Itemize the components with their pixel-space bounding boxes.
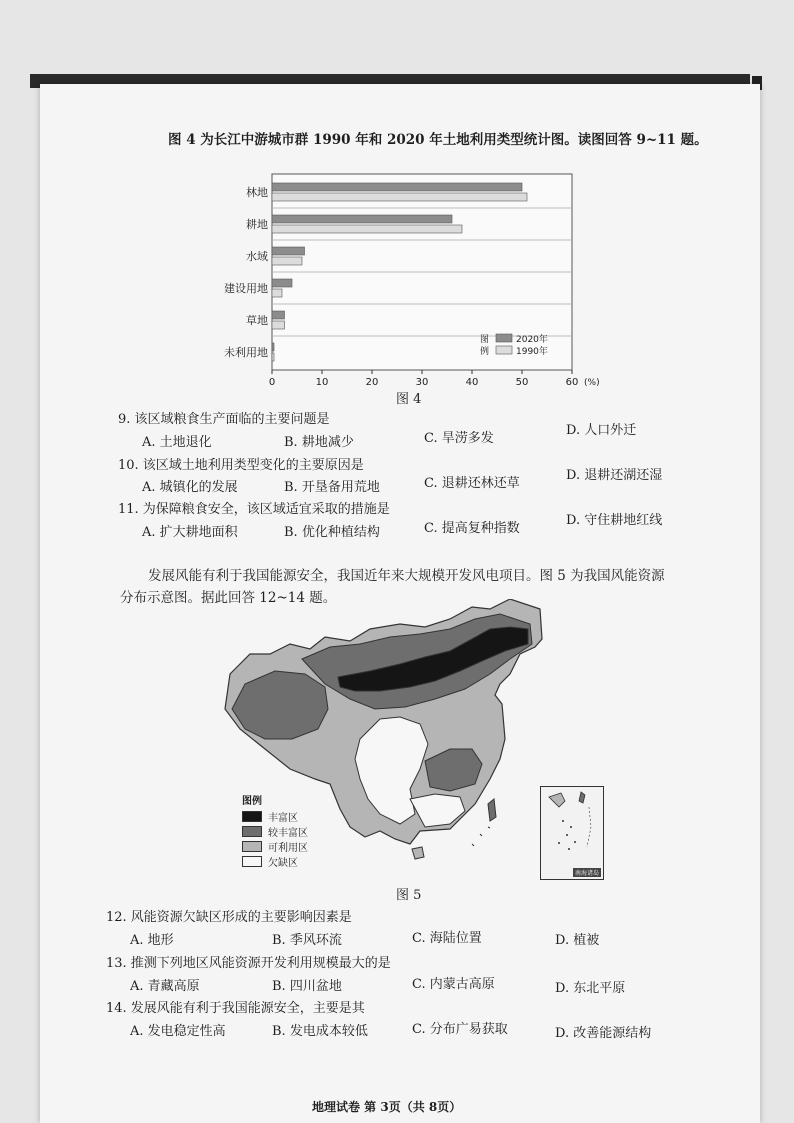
question-14-option-b[interactable]: B. 发电成本较低 xyxy=(272,1024,368,1039)
legend-swatch xyxy=(242,856,262,867)
question-12-option-c[interactable]: C. 海陆位置 xyxy=(412,931,482,946)
map-legend xyxy=(242,792,308,869)
x-tick-label: 60 xyxy=(565,377,579,388)
question-9-stem: 9. 该区域粮食生产面临的主要问题是 xyxy=(118,412,330,427)
category-label: 水域 xyxy=(246,250,268,263)
region-taiwan xyxy=(488,799,496,821)
exam-page xyxy=(40,84,760,1123)
question-9-option-c[interactable]: C. 旱涝多发 xyxy=(424,431,494,446)
chart-legend-label: 图 xyxy=(480,335,490,345)
x-tick-label: 30 xyxy=(415,377,429,388)
bar-1990 xyxy=(272,225,462,233)
legend-item-usable: 可利用区 xyxy=(242,839,308,854)
bar-1990 xyxy=(272,289,282,297)
question-10-option-d[interactable]: D. 退耕还湖还湿 xyxy=(566,468,663,483)
chart-intro: 图 4 为长江中游城市群 1990 年和 2020 年土地利用类型统计图。读图回答 9~11 题。 xyxy=(168,132,708,148)
page-footer: 地理试卷 第 3页（共 8页） xyxy=(312,1100,462,1114)
question-12-option-a[interactable]: A. 地形 xyxy=(130,933,174,948)
map-legend-title: 图例 xyxy=(242,796,262,807)
question-14-option-a[interactable]: A. 发电稳定性高 xyxy=(130,1024,226,1039)
legend-item-lacking: 欠缺区 xyxy=(242,854,308,869)
question-11-option-b[interactable]: B. 优化种植结构 xyxy=(284,525,380,540)
legend-item-rich: 丰富区 xyxy=(242,809,308,824)
x-tick-label: 40 xyxy=(465,377,479,388)
question-10-option-a[interactable]: A. 城镇化的发展 xyxy=(142,480,238,495)
legend-swatch xyxy=(242,841,262,852)
question-12-option-b[interactable]: B. 季风环流 xyxy=(272,933,342,948)
bar-1990 xyxy=(272,353,274,361)
question-10-stem: 10. 该区域土地利用类型变化的主要原因是 xyxy=(118,458,364,473)
chart-legend-swatch xyxy=(496,346,512,354)
question-11-option-a[interactable]: A. 扩大耕地面积 xyxy=(142,525,238,540)
question-13-option-a[interactable]: A. 青藏高原 xyxy=(130,979,200,994)
question-12-option-d[interactable]: D. 植被 xyxy=(555,933,600,948)
chart-legend-label: 例 xyxy=(480,347,490,357)
x-tick-label: 0 xyxy=(268,377,276,388)
category-label: 耕地 xyxy=(246,218,268,231)
bar-2020 xyxy=(272,183,522,191)
bar-1990 xyxy=(272,193,527,201)
category-label: 草地 xyxy=(246,314,268,327)
coast-islands xyxy=(472,827,490,846)
map-intro-line-2: 分布示意图。据此回答 12~14 题。 xyxy=(120,590,337,606)
legend-item-fairly-rich: 较丰富区 xyxy=(242,824,308,839)
question-11-option-d[interactable]: D. 守住耕地红线 xyxy=(566,513,663,528)
question-11-stem: 11. 为保障粮食安全，该区域适宜采取的措施是 xyxy=(118,502,390,517)
legend-swatch xyxy=(242,811,262,822)
question-9-option-b[interactable]: B. 耕地减少 xyxy=(284,435,354,450)
figure-5-caption: 图 5 xyxy=(396,888,422,903)
question-14-stem: 14. 发展风能有利于我国能源安全，主要是其 xyxy=(106,1001,365,1016)
question-14-option-c[interactable]: C. 分布广易获取 xyxy=(412,1022,508,1037)
bar-2020 xyxy=(272,311,285,319)
bar-2020 xyxy=(272,343,274,351)
land-use-bar-chart xyxy=(210,164,600,404)
chart-legend-entry: 2020年 xyxy=(516,335,548,345)
inset-islands-graphic xyxy=(541,787,603,867)
figure-4-caption: 图 4 xyxy=(396,392,422,407)
question-13-option-b[interactable]: B. 四川盆地 xyxy=(272,979,342,994)
x-tick-label: 50 xyxy=(515,377,529,388)
question-9-option-d[interactable]: D. 人口外迁 xyxy=(566,423,637,438)
question-9-option-a[interactable]: A. 土地退化 xyxy=(142,435,212,450)
question-12-stem: 12. 风能资源欠缺区形成的主要影响因素是 xyxy=(106,910,352,925)
bar-2020 xyxy=(272,215,452,223)
x-tick-label: 20 xyxy=(365,377,379,388)
bar-2020 xyxy=(272,279,292,287)
map-intro-line-1: 发展风能有利于我国能源安全，我国近年来大规模开发风电项目。图 5 为我国风能资源 xyxy=(148,568,665,584)
question-10-option-c[interactable]: C. 退耕还林还草 xyxy=(424,476,520,491)
legend-swatch xyxy=(242,826,262,837)
chart-legend-swatch xyxy=(496,334,512,342)
question-13-option-d[interactable]: D. 东北平原 xyxy=(555,981,626,996)
bar-1990 xyxy=(272,257,302,265)
x-tick-label: 10 xyxy=(315,377,329,388)
bar-1990 xyxy=(272,321,285,329)
bar-2020 xyxy=(272,247,305,255)
south-china-sea-inset xyxy=(540,786,604,880)
inset-label: 南海诸岛 xyxy=(574,870,599,877)
question-13-stem: 13. 推测下列地区风能资源开发利用规模最大的是 xyxy=(106,956,391,971)
category-label: 建设用地 xyxy=(224,282,268,295)
x-unit-label: (%) xyxy=(584,378,600,388)
category-label: 林地 xyxy=(246,186,268,199)
question-13-option-c[interactable]: C. 内蒙古高原 xyxy=(412,977,495,992)
question-11-option-c[interactable]: C. 提高复种指数 xyxy=(424,521,520,536)
question-10-option-b[interactable]: B. 开垦备用荒地 xyxy=(284,480,380,495)
category-label: 未利用地 xyxy=(224,346,268,359)
question-14-option-d[interactable]: D. 改善能源结构 xyxy=(555,1026,652,1041)
chart-legend-entry: 1990年 xyxy=(516,347,548,357)
region-hainan xyxy=(412,847,424,859)
